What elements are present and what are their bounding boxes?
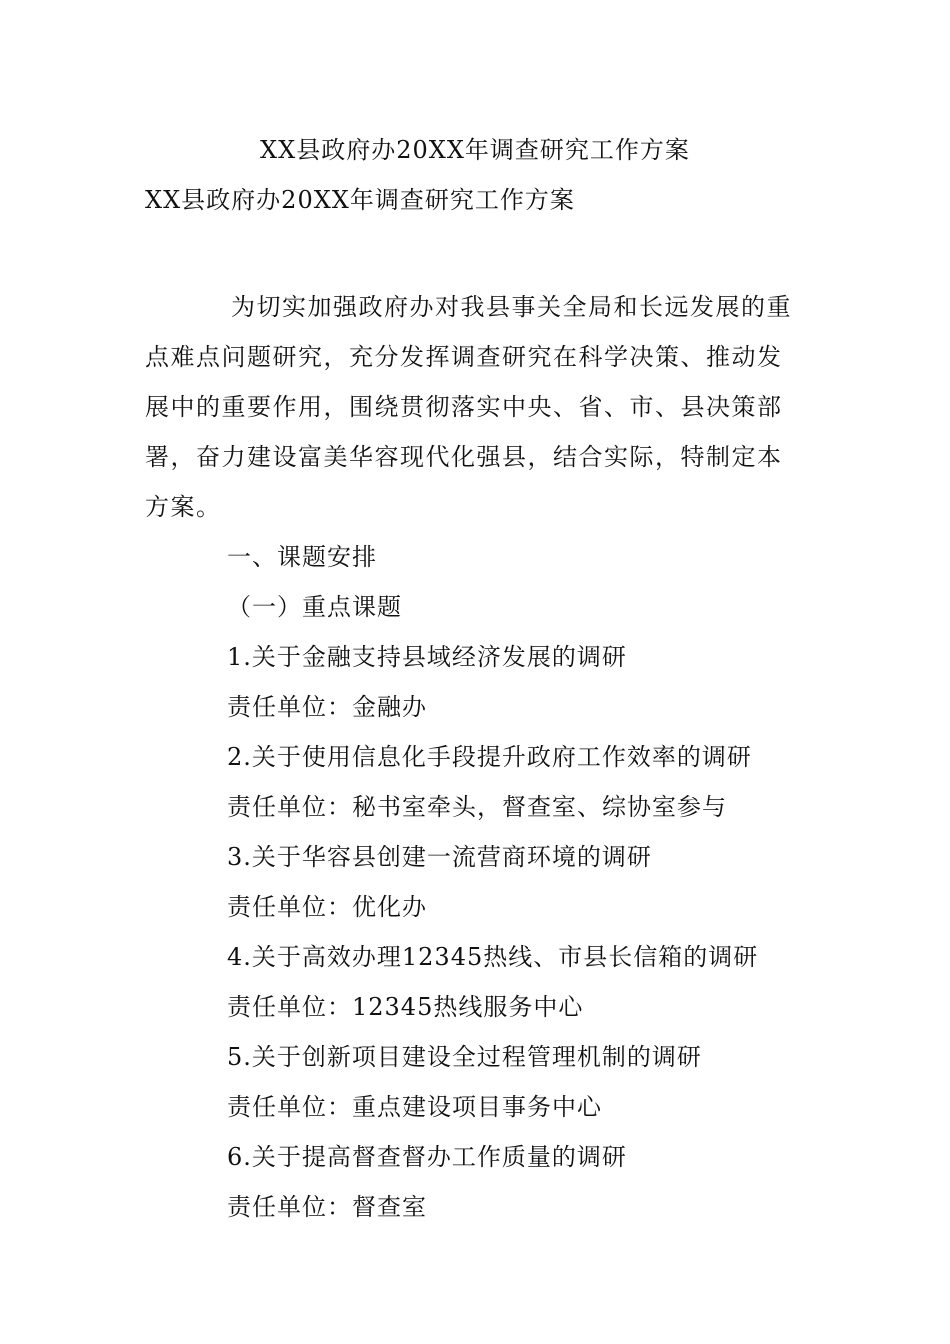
responsible-unit: 责任单位：优化办 <box>227 893 427 921</box>
content-list <box>227 532 758 1232</box>
topic-item: 5.关于创新项目建设全过程管理机制的调研 <box>227 1043 702 1071</box>
document-title-centered: XX县政府办20XX年调查研究工作方案 <box>260 136 690 164</box>
topic-item: 1.关于金融支持县域经济发展的调研 <box>227 643 627 671</box>
section-heading: 一、课题安排 <box>227 543 377 571</box>
responsible-unit: 责任单位：重点建设项目事务中心 <box>227 1093 602 1121</box>
responsible-unit: 责任单位：督查室 <box>227 1193 427 1221</box>
responsible-unit: 责任单位：金融办 <box>227 693 427 721</box>
topic-item: 3.关于华容县创建一流营商环境的调研 <box>227 843 652 871</box>
topic-item: 4.关于高效办理12345热线、市县长信箱的调研 <box>227 943 759 971</box>
responsible-unit: 责任单位：12345热线服务中心 <box>227 993 584 1021</box>
subsection-heading: （一）重点课题 <box>227 593 402 621</box>
topic-item: 2.关于使用信息化手段提升政府工作效率的调研 <box>227 743 752 771</box>
topic-item: 6.关于提高督查督办工作质量的调研 <box>227 1143 627 1171</box>
document-title-left: XX县政府办20XX年调查研究工作方案 <box>145 186 575 214</box>
responsible-unit: 责任单位：秘书室牵头，督查室、综协室参与 <box>227 793 727 821</box>
intro-paragraph: 为切实加强政府办对我县事关全局和长远发展的重点难点问题研究，充分发挥调查研究在科学决策、推动发展中的重要作用，围绕贯彻落实中央、省、市、县决策部署，奋力建设富美华容现代化强县，结合实际，特制定本方案。 <box>145 293 792 521</box>
